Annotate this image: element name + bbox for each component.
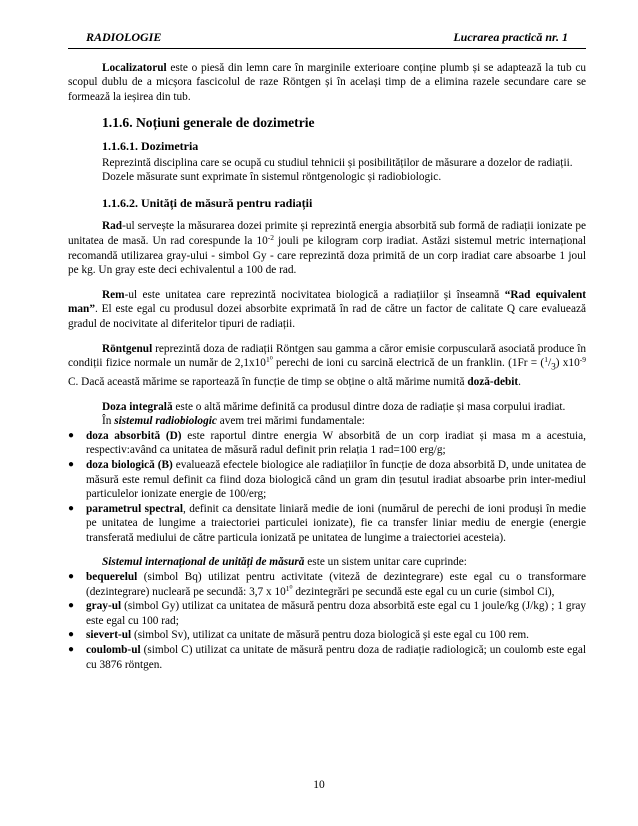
bullet-dot-icon: ●: [68, 629, 75, 641]
gray-term: gray-ul: [86, 600, 122, 613]
dozimetria-paragraph-1: Reprezintă disciplina care se ocupă cu studiul tehnicii și posibilităților de măsurare a dozelor de radiații.: [102, 156, 573, 169]
bullet-term: doza biologică (B): [86, 458, 173, 471]
rad-paragraph: [68, 219, 586, 277]
bullet-dot-icon: ●: [68, 600, 75, 612]
bullet-dot-icon: ●: [68, 429, 75, 441]
intro-text: este o piesă din lemn care în marginile exterioare conține plumb și se adaptează la tub cu scopul dublu de a micșora fascicolul de raze Röntgen și în același timp de a elimina razele secundare care se formează la ieșirea din tub.: [68, 61, 586, 103]
intro-paragraph: [68, 61, 586, 105]
rontgen-text-4: ) x10: [555, 357, 580, 370]
list-item: [68, 458, 586, 502]
becquerel-term: bequerelul: [86, 571, 138, 584]
rem-bold: “Rad equivalent man”: [68, 288, 586, 316]
becquerel-text-2: dezintegrări pe secundă este egal cu un curie (simbol Ci),: [292, 585, 555, 598]
coulomb-text: (simbol C) utilizat ca unitate de măsură pentru doza de radiație radiologică; un coulomb este egal cu 3876 röntgen.: [86, 644, 586, 671]
page-header: [68, 30, 586, 49]
rontgen-text-3: /: [547, 357, 552, 370]
bullet-text: evaluează efectele biologice ale radiațiilor în funcție de doza absorbită D, unde unitatea de măsură este remul definit ca fiind doza biologică când un gram din țesutul iradiat absoarbe prin inter-mediul particulelor ionizate energie de 100/erg;: [86, 458, 587, 501]
rem-text-2: . El este egal cu produsul dozei absorbite exprimată în rad de către un factor de calitate Q care evaluează gradul de nocivitate al diferitelor tipuri de radiații.: [68, 303, 586, 330]
rad-exponent: -2: [267, 232, 275, 242]
list-item: [68, 643, 586, 672]
radiobiologic-emphasis: sistemul radiobiologic: [114, 415, 217, 428]
rontgen-exponent-3: -9: [579, 355, 586, 365]
rontgen-exponent-1: 1⁰: [265, 355, 273, 365]
becquerel-exponent: 1⁰: [285, 583, 293, 593]
unitati-title: 1.1.6.2. Unități de măsură pentru radiații: [102, 195, 313, 210]
bullet-term: doza absorbită (D): [86, 429, 182, 442]
rad-text-1: -ul servește la măsurarea dozei primite și reprezintă energia absorbită sub formă de radiații ionizate pe unitatea de masă. Un rad corespunde la 10: [68, 220, 586, 247]
rem-text-1: -ul este unitatea care reprezintă nocivitatea biologică a radiațiilor și înseamnă: [124, 288, 505, 301]
si-paragraph: [68, 555, 586, 570]
rontgen-text-6: .: [518, 375, 521, 388]
rontgen-text-1: reprezintă doza de radiații Röntgen sau gamma a căror emisie corpusculară asociată produce în condiții fizice normale un număr de 2,1x10: [68, 342, 586, 370]
si-emphasis: Sistemul internațional de unități de măsură: [102, 556, 305, 569]
list-item: [68, 599, 586, 628]
integrala-term: Doza integrală: [102, 400, 173, 413]
bullet-text: , definit ca densitate liniară medie de ioni (numărul de perechi de ioni produși în medie pe unitatea de lungime a traiectoriei particulei ionizate), fie ca transfer liniar mediu de energie (energie transferată mediului de către particula ionizată pe unitatea de lungime a traiectoriei acesteia).: [86, 502, 586, 544]
list-item: [68, 570, 586, 599]
header-left: RADIOLOGIE: [86, 30, 162, 44]
si-text: este un sistem unitar care cuprinde:: [304, 556, 467, 569]
coulomb-term: coulomb-ul: [86, 644, 141, 657]
rontgen-paragraph: [68, 342, 586, 390]
dozimetria-paragraph-2: Dozele măsurate sunt exprimate în sistemul röntgenologic și radiobiologic.: [102, 171, 442, 184]
bullet-dot-icon: ●: [68, 502, 75, 514]
integrala-paragraph: [68, 400, 586, 415]
radiobiologic-post: avem trei mărimi fundamentale:: [216, 415, 365, 428]
rem-term: Rem: [102, 288, 125, 301]
radiobiologic-paragraph: [68, 414, 586, 429]
sievert-term: sievert-ul: [86, 629, 132, 642]
list-item: [68, 628, 586, 643]
rontgen-exponent-2: 1: [544, 355, 548, 365]
rontgen-subscript: 3: [551, 362, 556, 373]
becquerel-text-1: (simbol Bq) utilizat pentru activitate (viteză de dezintegrare) este egal cu o transformare (dezintegrare) nucleară pe secundă: 3,7 x 10: [86, 571, 586, 598]
bullet-text: este raportul dintre energia W absorbită de un corp iradiat și masa m a acestuia, respectiv:având ca unitatea de măsură radul definit prin relația 1 rad=100 erg/g;: [86, 429, 586, 457]
sievert-text: (simbol Sv), utilizat ca unitate de măsură pentru doza biologică și este egal cu 100 rem.: [131, 629, 529, 642]
rontgen-bold: doză-debit: [467, 375, 519, 388]
header-right: Lucrarea practică nr. 1: [453, 30, 568, 44]
list-item: [68, 502, 586, 546]
bullet-dot-icon: ●: [68, 644, 75, 656]
rontgen-term: Röntgenul: [102, 342, 153, 355]
rontgen-text-5: C. Dacă această mărime se raportează în funcție de timp se obține o altă mărime numită: [68, 375, 468, 388]
section-title: 1.1.6. Noțiuni generale de dozimetrie: [102, 115, 315, 131]
intro-term: Localizatorul: [102, 61, 167, 74]
list-item: [68, 429, 586, 458]
radiobiologic-pre: În: [102, 415, 115, 428]
rem-paragraph: [68, 288, 586, 332]
bullet-term: parametrul spectral: [86, 502, 183, 515]
gray-text: (simbol Gy) utilizat ca unitatea de măsură pentru doza absorbită este egal cu 1 joule/kg (J/kg) ; 1 gray este egal cu 100 rad;: [86, 600, 586, 627]
page-number: 10: [313, 779, 325, 791]
bullet-dot-icon: ●: [68, 571, 75, 583]
rad-text-2: jouli pe kilogram corp iradiat. Astăzi sistemul metric internațional recomandă utilizarea gray-ului - simbol Gy - care reprezintă doza primită de un corp iradiat care absoarbe 1 joul pe kg. Un gray este deci echivalentul a 100 de rad.: [68, 234, 586, 277]
dozimetria-title: 1.1.6.1. Dozimetria: [102, 138, 199, 153]
bullet-dot-icon: ●: [68, 458, 75, 470]
integrala-text: este o altă mărime definită ca produsul dintre doza de radiație și masa corpului iradiat.: [172, 400, 566, 413]
rad-term: Rad: [102, 220, 123, 233]
rontgen-text-2: perechi de ioni cu sarcină electrică de un franklin. (1Fr = (: [272, 357, 545, 370]
